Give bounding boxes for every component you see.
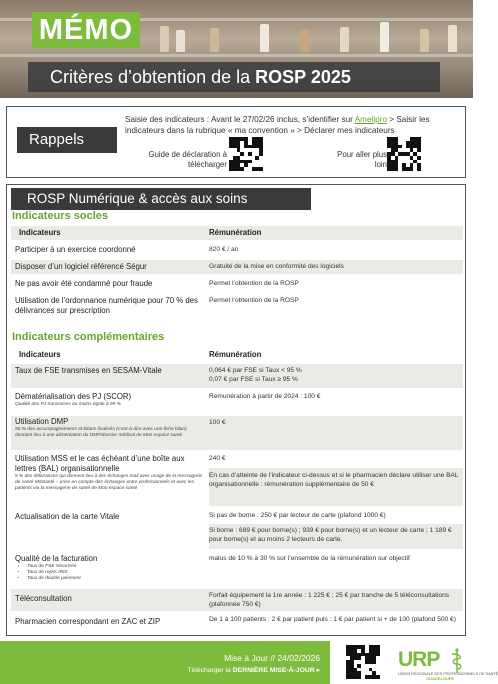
download-qr-code-icon[interactable] — [346, 645, 380, 679]
guide-qr-code-icon[interactable] — [229, 137, 263, 171]
remuneration-cell: 100 € — [209, 419, 226, 426]
header-banner — [0, 0, 473, 98]
indicator-cell: Ne pas avoir été condamné pour fraude — [15, 279, 153, 288]
rappels-text: Saisie des indicateurs : Avant le 27/02/26 inclus, s’identifier sur Amelipro > Saisir les indicateurs dans la rubrique « ma convention » > Déclarer mes indicateurs — [125, 115, 430, 135]
more-info-qr-code-icon[interactable] — [387, 137, 421, 171]
table-row — [11, 614, 463, 636]
memo-badge — [32, 12, 140, 48]
remuneration-cell: 0,064 € par FSE si Taux < 95 % 0,07 € par FSE si Taux ≥ 95 % — [209, 367, 302, 383]
indicator-cell: Qualité de la facturation • Taux de FSE sécurisée • Taux de rejets IRIS • Taux de double paiement — [15, 554, 205, 582]
socles-table-header — [11, 226, 463, 240]
logo-region: GUADELOUPE — [426, 676, 455, 681]
logo-subtitle: UNION RÉGIONALE DES PROFESSIONNELS DE SANTÉ — [398, 672, 498, 676]
rosp-section — [6, 184, 466, 636]
remuneration-cell: Permet l’obtention de la ROSP — [209, 280, 299, 287]
indicator-cell: Dématérialisation des PJ (SCOR) Qualité des PJ transmises au moins égale à 99 % — [15, 392, 132, 407]
remuneration-cell: Rémunération à partir de 2024 : 100 € — [209, 393, 321, 400]
remuneration-cell-extra: Si borne : 689 € pour borne(s) ; 939 € pour borne(s) et un lecteur de carte ; 1 189 € pour borne(s) et au moins 2 lecteurs de carte. — [209, 527, 452, 543]
complementaires-col-remuneration: Rémunération — [209, 350, 262, 359]
rappels-title: Rappels — [17, 127, 117, 153]
indicator-cell: Taux de FSE transmises en SESAM-Vitale — [15, 366, 162, 375]
facturation-bullets: • Taux de FSE sécurisée • Taux de rejets IRIS • Taux de double paiement — [27, 564, 205, 582]
download-latest-link[interactable]: Télécharger la DERNIÈRE MISE-À-JOUR ▸ — [187, 667, 320, 674]
footer-bar — [0, 641, 330, 684]
table-row — [11, 509, 463, 549]
table-row — [11, 277, 463, 291]
remuneration-cell: Permet l’obtention de la ROSP — [209, 297, 299, 304]
table-row — [11, 416, 463, 450]
indicator-cell: Participer à un exercice coordonné — [15, 245, 136, 254]
remuneration-cell: De 1 à 100 patients : 2 € par patient puis : 1 € par patient si + de 100 (plafond 500 €) — [209, 616, 456, 623]
logo-name: URP — [398, 648, 440, 671]
complementaires-table-header — [11, 348, 463, 362]
table-row — [11, 260, 463, 274]
table-row — [11, 589, 463, 611]
indicator-cell: Téléconsultation — [15, 594, 72, 603]
socles-col-indicator: Indicateurs — [19, 228, 61, 237]
table-row — [11, 391, 463, 413]
indicator-cell: Disposer d’un logiciel référencé Ségur — [15, 262, 147, 271]
indicator-cell: Actualisation de la carte Vitale — [15, 512, 120, 521]
table-row — [11, 295, 463, 319]
complementaires-heading: Indicateurs complémentaires — [12, 331, 165, 343]
table-row — [11, 243, 463, 257]
remuneration-cell-extra: En cas d’atteinte de l’indicateur ci-dessus et si le pharmacien déclare utiliser une BAL organisationnelle : rémunération supplémentaire de 50 € — [209, 472, 459, 488]
urps-logo — [398, 648, 498, 681]
more-info-label: Pour aller plus loin — [337, 150, 387, 169]
remuneration-cell: Gratuité de la mise en conformité des logiciels — [209, 263, 344, 270]
rappels-box — [6, 106, 466, 178]
page-title: Critères d’obtention de la ROSP 2025 — [50, 67, 351, 87]
table-row — [11, 364, 463, 388]
guide-label: Guide de déclaration à télécharger — [148, 150, 227, 169]
remuneration-cell: Forfait équipement la 1re année : 1 225 € ; 25 € par tranche de 5 téléconsultations (plafonnée 750 €) — [209, 592, 450, 608]
page-title-bar — [28, 62, 440, 92]
caduceus-icon — [450, 648, 464, 674]
indicator-cell: Pharmacien correspondant en ZAC et ZIP — [15, 617, 161, 626]
table-row — [11, 453, 463, 507]
remuneration-cell: Si pas de borne : 250 € par lecteur de carte (plafond 1000 €) — [209, 512, 386, 519]
indicator-cell: Utilisation DMP 90 % des accompagnements et bilans finalisés (c’est-à-dire avec une fiche bilan) donnant lieu à une alimentation du DMP/dossier médical de Mon espace santé — [15, 417, 187, 438]
indicator-cell: Utilisation MSS et le cas échéant d’une boîte aux lettres (BAL) organisationnelle 5 % des délivrances qui donnent lieu à des échanges mail avec usage de la messagerie de santé MSSanté – prise en compte des échanges entre professionnels et avec les patients via la messagerie de santé de Mon espace santé — [15, 454, 203, 491]
socles-heading: Indicateurs socles — [12, 210, 108, 222]
complementaires-col-indicator: Indicateurs — [19, 350, 61, 359]
indicator-cell: Utilisation de l’ordonnance numérique pour 70 % des délivrances sur prescription — [15, 296, 198, 315]
remuneration-cell: malus de 10 % à 30 % sur l’ensemble de la rémunération sur objectif — [209, 555, 410, 562]
socles-col-remuneration: Rémunération — [209, 228, 262, 237]
memo-badge-text: MÉMO — [38, 14, 134, 46]
update-date: Mise à Jour // 24/02/2026 — [224, 653, 320, 663]
amelipro-link[interactable]: Amelipro — [354, 115, 387, 124]
section-title: ROSP Numérique & accès aux soins — [11, 188, 311, 210]
remuneration-cell: 820 € / an — [209, 246, 239, 253]
table-row — [11, 553, 463, 587]
remuneration-cell: 240 € — [209, 455, 226, 462]
